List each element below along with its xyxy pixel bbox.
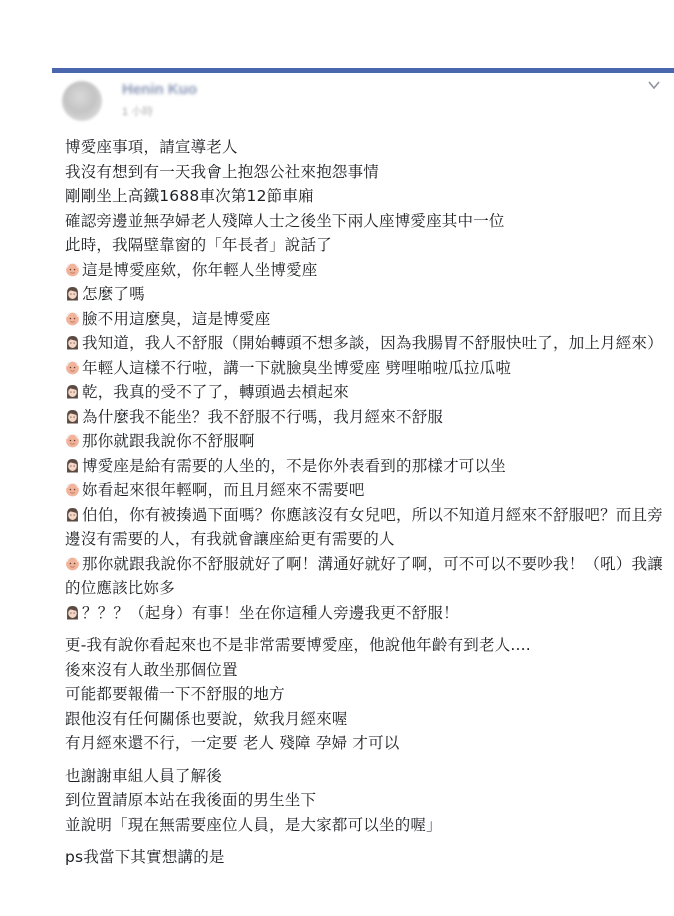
text-line bbox=[65, 788, 665, 813]
line-text: ？？？（起身）有事！坐在你這種人旁邊我更不舒服！ bbox=[82, 603, 459, 622]
line-text: ps我當下其實想講的是 bbox=[65, 848, 225, 866]
dialogue-line-old bbox=[65, 356, 665, 381]
post-card bbox=[52, 68, 674, 916]
line-text: 乾，我真的受不了了，轉頭過去槓起來 bbox=[82, 383, 349, 401]
paragraph-gap bbox=[65, 625, 665, 633]
paragraph-gap bbox=[65, 837, 665, 845]
line-text: 年輕人這樣不行啦，講一下就臉臭坐博愛座 劈哩啪啦瓜拉瓜啦 bbox=[82, 358, 512, 377]
line-text: 此時，我隔壁靠窗的「年長者」說話了 bbox=[65, 236, 332, 254]
dialogue-line-old bbox=[65, 307, 665, 332]
line-text: 剛剛坐上高鐵1688車次第12節車廂 bbox=[65, 187, 314, 205]
text-line bbox=[65, 135, 665, 160]
dialogue-line-me bbox=[65, 331, 665, 356]
text-line bbox=[65, 233, 665, 258]
line-text: 後來沒有人敢坐那個位置 bbox=[65, 660, 238, 679]
line-text: 怎麼了嗎 bbox=[82, 285, 145, 303]
text-line bbox=[65, 845, 665, 870]
line-text: 有月經來還不行，一定要 老人 殘障 孕婦 才可以 bbox=[65, 734, 400, 752]
dialogue-line-me bbox=[65, 282, 665, 307]
old-man-face-icon bbox=[65, 556, 80, 571]
line-text: 跟他沒有任何關係也要說，欸我月經來喔 bbox=[65, 709, 348, 728]
avatar[interactable] bbox=[62, 81, 102, 121]
dialogue-line-me bbox=[65, 380, 665, 405]
text-line bbox=[65, 184, 665, 209]
text-line bbox=[65, 658, 665, 683]
line-text: 這是博愛座欸，你年輕人坐博愛座 bbox=[82, 260, 318, 279]
line-text: 臉不用這麼臭，這是博愛座 bbox=[82, 309, 271, 328]
old-man-face-icon bbox=[65, 360, 80, 375]
paragraph-gap bbox=[65, 756, 665, 764]
line-text: 到位置請原本站在我後面的男生坐下 bbox=[65, 791, 317, 809]
dialogue-line-me bbox=[65, 454, 665, 479]
dialogue-line-me bbox=[65, 405, 665, 430]
post-time[interactable]: 1 小時 bbox=[122, 106, 154, 118]
old-man-face-icon bbox=[65, 262, 80, 277]
woman-face-icon bbox=[65, 507, 80, 522]
dialogue-line-old bbox=[65, 258, 665, 283]
line-text: 我沒有想到有一天我會上抱怨公社來抱怨事情 bbox=[65, 162, 380, 181]
line-text: 妳看起來很年輕啊，而且月經來不需要吧 bbox=[82, 481, 365, 499]
line-text: 博愛座是給有需要的人坐的，不是你外表看到的那樣才可以坐 bbox=[82, 456, 506, 475]
author-name[interactable]: Henin Kuo bbox=[122, 81, 197, 98]
old-man-face-icon bbox=[65, 433, 80, 448]
woman-face-icon bbox=[65, 335, 80, 350]
line-text: 並說明「現在無需要座位人員，是大家都可以坐的喔」 bbox=[65, 815, 442, 834]
dialogue-line-old bbox=[65, 429, 665, 454]
line-text: 更-我有說你看起來也不是非常需要博愛座，他說他年齡有到老人.... bbox=[65, 636, 531, 654]
woman-face-icon bbox=[65, 605, 80, 620]
text-line bbox=[65, 707, 665, 732]
line-text: 伯伯，你有被揍過下面嗎？你應該沒有女兒吧，所以不知道月經來不舒服吧？而且旁邊沒有需要的人，有我就會讓座給更有需要的人 bbox=[65, 505, 663, 548]
old-man-face-icon bbox=[65, 311, 80, 326]
post-body bbox=[65, 135, 665, 870]
text-line bbox=[65, 731, 665, 756]
old-man-face-icon bbox=[65, 482, 80, 497]
dialogue-line-me bbox=[65, 601, 665, 626]
line-text: 那你就跟我說你不舒服就好了啊！溝通好就好了啊，可不可以不要吵我！（吼）我讓的位應該比妳多 bbox=[65, 554, 663, 597]
dialogue-line-old bbox=[65, 478, 665, 503]
text-line bbox=[65, 160, 665, 185]
dialogue-line-old bbox=[65, 552, 665, 601]
line-text: 為什麼我不能坐？我不舒服不行嗎，我月經來不舒服 bbox=[82, 407, 444, 426]
text-line bbox=[65, 633, 665, 658]
line-text: 博愛座事項，請宣導老人 bbox=[65, 138, 238, 156]
woman-face-icon bbox=[65, 384, 80, 399]
chevron-down-icon[interactable] bbox=[648, 79, 660, 91]
text-line bbox=[65, 209, 665, 234]
line-text: 也謝謝車組人員了解後 bbox=[65, 766, 223, 785]
dialogue-line-me bbox=[65, 503, 665, 552]
line-text: 那你就跟我說你不舒服啊 bbox=[82, 432, 255, 450]
text-line bbox=[65, 764, 665, 789]
text-line bbox=[65, 682, 665, 707]
woman-face-icon bbox=[65, 458, 80, 473]
line-text: 可能都要報備一下不舒服的地方 bbox=[65, 685, 285, 703]
woman-face-icon bbox=[65, 409, 80, 424]
post-header bbox=[52, 73, 674, 123]
text-line bbox=[65, 813, 665, 838]
line-text: 我知道，我人不舒服（開始轉頭不想多談，因為我腸胃不舒服快吐了，加上月經來） bbox=[82, 334, 663, 352]
woman-face-icon bbox=[65, 286, 80, 301]
line-text: 確認旁邊並無孕婦老人殘障人士之後坐下兩人座博愛座其中一位 bbox=[65, 211, 505, 230]
